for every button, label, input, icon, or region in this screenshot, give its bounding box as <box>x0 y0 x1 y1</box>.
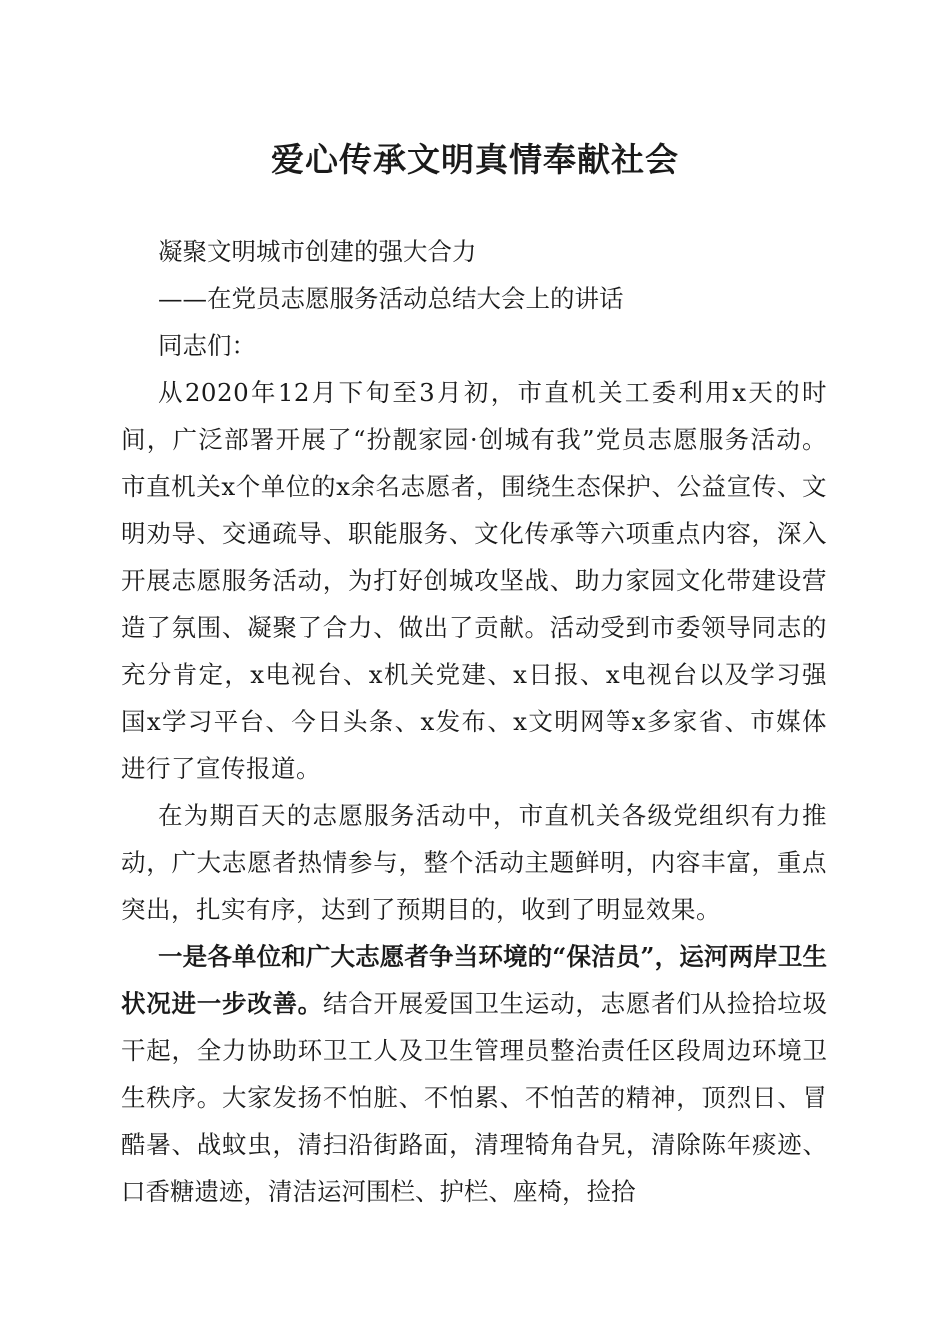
paragraph-intro: 从2020年12月下旬至3月初，市直机关工委利用x天的时间，广泛部署开展了“扮靓家园·创城有我”党员志愿服务活动。市直机关x个单位的x余名志愿者，围绕生态保护、公益宣传、文明劝导、交通疏导、职能服务、文化传承等六项重点内容，深入开展志愿服务活动，为打好创城攻坚战、助力家园文化带建设营造了氛围、凝聚了合力、做出了贡献。活动受到市委领导同志的充分肯定，x电视台、x机关党建、x日报、x电视台以及学习强国x学习平台、今日头条、x发布、x文明网等x多家省、市媒体进行了宣传报道。 <box>121 378 827 783</box>
document-body <box>121 228 827 1215</box>
paragraph-summary: 在为期百天的志愿服务活动中，市直机关各级党组织有力推动，广大志愿者热情参与，整个活动主题鲜明，内容丰富，重点突出，扎实有序，达到了预期目的，收到了明显效果。 <box>121 801 827 924</box>
salutation-line: 同志们： <box>158 331 256 360</box>
document-title: 爱心传承文明真情奉献社会 <box>271 140 679 179</box>
paragraph-point-one <box>121 933 827 1215</box>
subtitle-line: 凝聚文明城市创建的强大合力 <box>158 237 477 266</box>
byline-line: ——在党员志愿服务活动总结大会上的讲话 <box>158 284 624 313</box>
point-one-heading: 一是各单位和广大志愿者争当环境的“保洁员”，运河两岸卫生状况进一步改善。 <box>121 942 827 1018</box>
point-one-text: 结合开展爱国卫生运动，志愿者们从捡拾垃圾干起，全力协助环卫工人及卫生管理员整治责任区段周边环境卫生秩序。大家发扬不怕脏、不怕累、不怕苦的精神，顶烈日、冒酷暑、战蚊虫，清扫沿街路面，清理犄角旮旯，清除陈年痰迹、口香糖遗迹，清洁运河围栏、护栏、座椅，捡拾 <box>121 989 828 1206</box>
